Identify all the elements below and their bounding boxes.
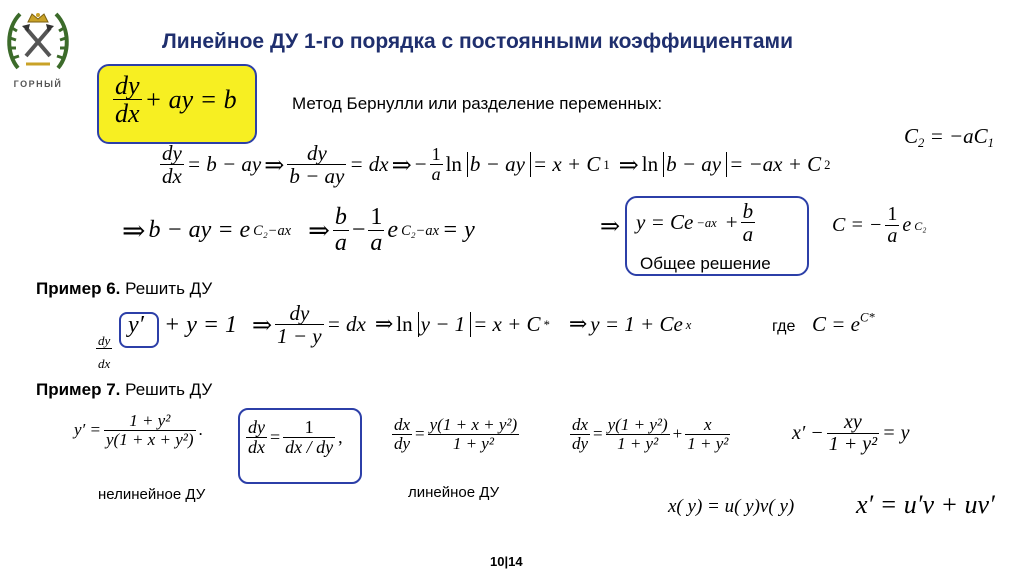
linear-form: x′ − $\frac{xy}{\text{1 + y²}}$ = y <box>792 411 910 455</box>
c-definition: C = − $\frac{1}{a}$ e C₂ <box>832 203 927 247</box>
example-6-label: Пример 6. Решить ДУ <box>36 279 213 298</box>
general-solution-formula: y = Ce −ax + $\frac{b}{a}$ <box>636 199 754 247</box>
dy-dx-note: $\frac{dy}{dx}$ <box>98 333 111 371</box>
general-solution-label: Общее решение <box>640 254 771 273</box>
logo-text: ГОРНЫЙ <box>13 79 63 89</box>
implies-icon: ⇒ <box>568 312 588 338</box>
example-7-label: Пример 7. Решить ДУ <box>36 380 213 399</box>
implies-icon: ⇒ <box>264 150 285 179</box>
page-number: 10|14 <box>490 554 523 569</box>
dx-denominator: dx <box>115 99 140 129</box>
implies-icon: ⇒ <box>600 212 621 240</box>
implies-icon: ⇒ <box>122 214 146 248</box>
example-6-equation: + y = 1 <box>164 312 238 338</box>
implies-icon: ⇒ <box>374 312 394 338</box>
method-label: Метод Бернулли или разделение переменных: <box>292 94 663 113</box>
implies-icon: ⇒ <box>252 310 273 339</box>
where-label: где <box>772 318 796 335</box>
linear-label: линейное ДУ <box>408 484 500 501</box>
highlighted-equation <box>97 64 257 144</box>
implies-icon: ⇒ <box>391 150 412 179</box>
derivation-line-2: ⇒ b − ay = e C₂−ax ⇒ $\frac{b}{a}$ − $\frac{1}{a}$ e C₂−ax = y <box>122 204 475 257</box>
dx-dy-equation: $\frac{dx}{dy}$ = $\frac{\text{y(1 + x + y²)}}{\text{1 + y²}}$ <box>394 415 518 453</box>
substitution-2: x′ = u′v + uv′ <box>856 490 995 519</box>
derivation-line-1: $\frac{dy}{dx}$ = b − ay ⇒ $\frac{dy}{b - ay}$ = dx ⇒ − $\frac{1}{a}$ ln b − ay = x + C 1 ⇒ ln b − ay = −ax + C 2 <box>162 141 831 189</box>
dy-numerator: dy <box>115 71 140 100</box>
crest-icon <box>4 6 72 76</box>
nonlinear-label: нелинейное ДУ <box>98 486 206 503</box>
equation-rest: + ay = b <box>144 84 237 114</box>
yprime-symbol: y′ <box>128 312 144 338</box>
example-6-constant: $C = e^{C*}$ <box>812 310 875 336</box>
slide-title: Линейное ДУ 1-го порядка с постоянными коэффициентами <box>162 30 793 53</box>
example-7-equation: y′ = $\frac{\text{1 + y²}}{\text{y(1 + x + y²)}}$ . <box>74 411 203 449</box>
c2-relation: $C_2 = -aC_1$ <box>904 124 994 150</box>
example-6-derivation: ⇒ $\frac{dy}{1 - y}$ = dx ⇒ ln y − 1 = x + C * ⇒ y = 1 + Ce x <box>252 301 692 349</box>
inverse-derivative: $\frac{dy}{dx}$ = $\frac{1}{dx / dy}$ , <box>248 417 343 457</box>
implies-icon: ⇒ <box>308 215 330 246</box>
dx-dy-split: $\frac{dx}{dy}$ = $\frac{\text{y(1 + y²)}}{\text{1 + y²}}$ + $\frac{x}{\text{1 + y²}}$ <box>572 415 729 453</box>
substitution-1: x( y) = u( y)v( y) <box>668 496 795 517</box>
implies-icon: ⇒ <box>618 150 639 179</box>
university-logo <box>4 6 72 92</box>
